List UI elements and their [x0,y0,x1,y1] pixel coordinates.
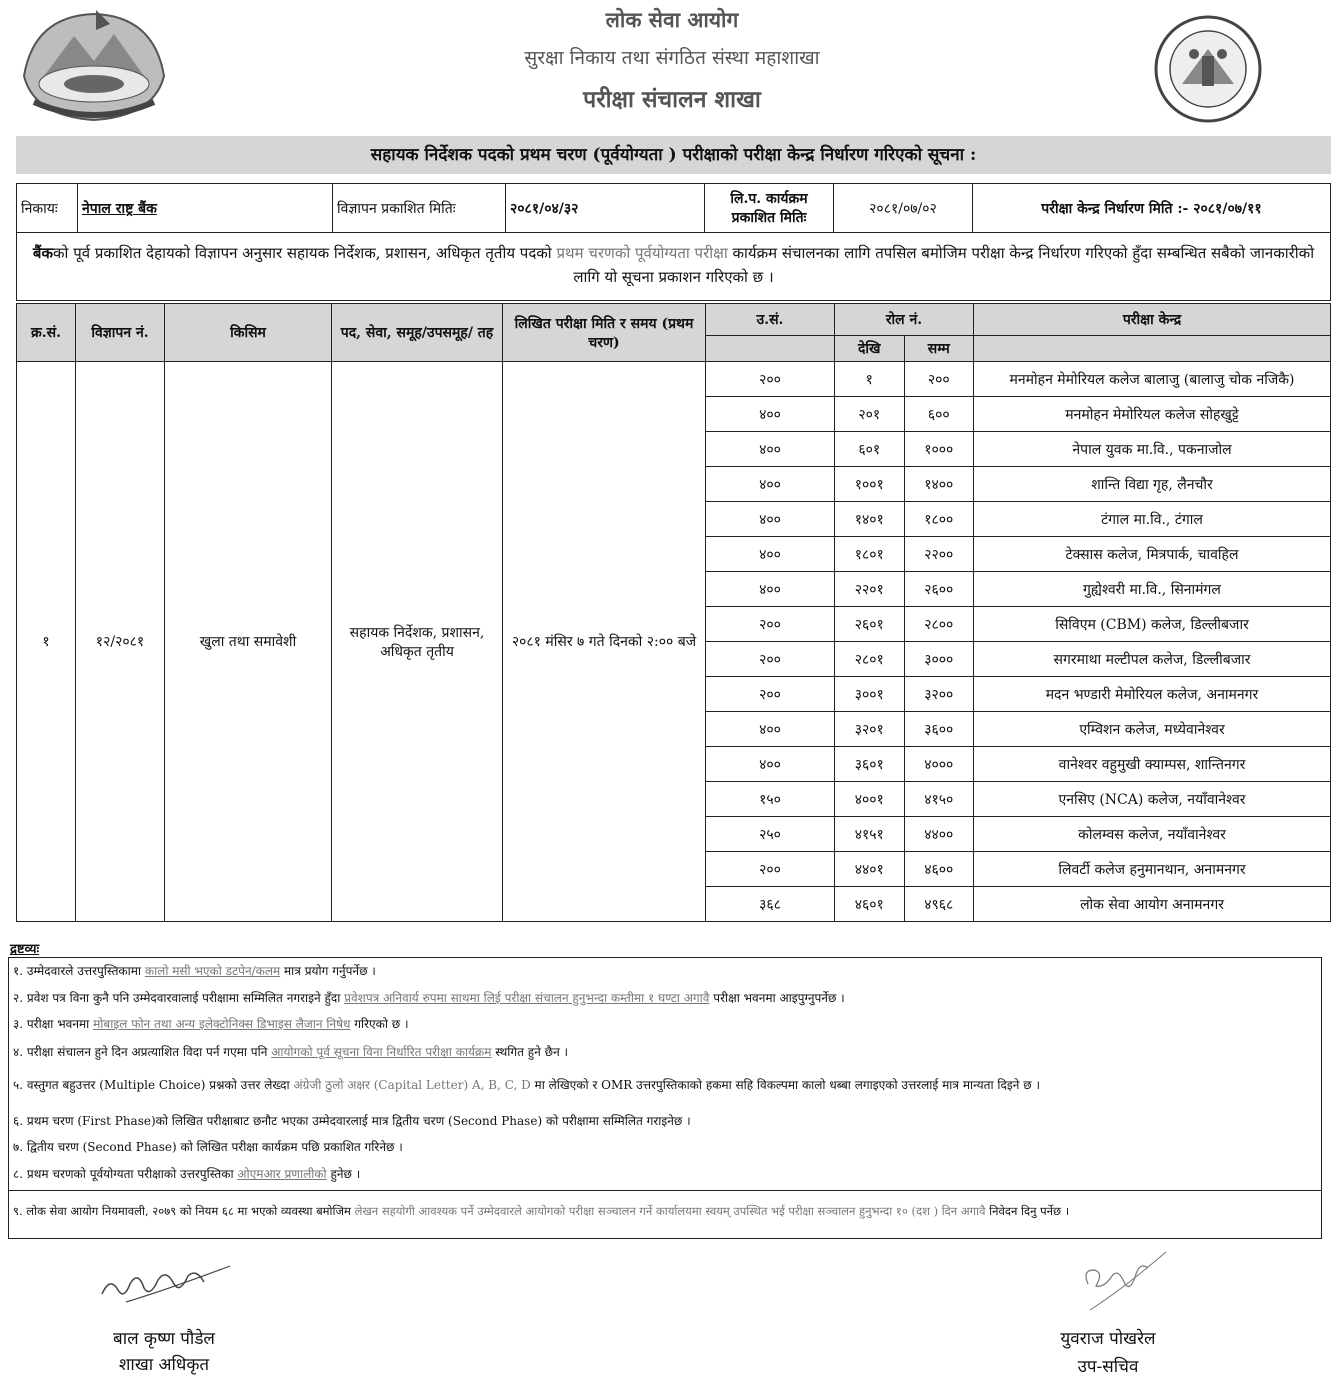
note-highlight: आयोगको पूर्व सूचना विना निर्धारित परीक्षा कार्यक्रम [271,1045,492,1059]
col-center-sub [974,336,1331,362]
col-ad-no: विज्ञापन नं. [76,304,165,362]
intro-paragraph [16,233,1331,301]
intro-bold: बैंक [32,244,54,262]
cell-count: ४०० [706,432,835,467]
cell-count: २०० [706,362,835,397]
col-count-sub [706,336,835,362]
cell-center: मनमोहन मेमोरियल कलेज बालाजु (बालाजु चोक नजिकै) [974,362,1331,397]
col-count: उ.सं. [706,304,835,336]
intro-part2: कार्यक्रम संचालनका लागि तपसिल बमोजिम परीक्षा केन्द्र निर्धारण गरिएको हुँदा सम्बन्धित सबैको जानकारीको लागि यो सूचना प्रकाशन गरिएको छ । [573,244,1315,286]
cell-count: २०० [706,642,835,677]
intro-part1: को पूर्व प्रकाशित देहायको विज्ञापन अनुसार सहायक निर्देशक, प्रशासन, अधिकृत तृतीय पदको [53,244,557,262]
cell-roll-from: ३६०१ [835,747,905,782]
cell-count: ३६८ [706,887,835,922]
note-5 [13,1076,1040,1093]
agency-label: निकायः [17,184,78,233]
note-text: ४. परीक्षा संचालन हुने दिन अप्रत्याशित विदा पर्न गएमा पनि [13,1045,272,1059]
cell-roll-to: १४०० [904,467,974,502]
note-text: मात्र प्रयोग गर्नुपर्नेछ । [280,964,376,978]
col-type: किसिम [165,304,332,362]
note-highlight: लेखन सहयोगी आवश्यक पर्ने उम्मेदवारले आयोगको परीक्षा सञ्चालन गर्ने कार्यालयमा स्वयम् उपस्थित भई परीक्षा सञ्चालन हुनुभन्दा १० (दश ) दिन अगावै [354,1204,986,1218]
cell-date: २०८१ मंसिर ७ गते दिनको २:०० बजे [503,362,706,922]
header-org-name: लोक सेवा आयोग [605,7,739,32]
col-roll-to: सम्म [904,336,974,362]
cell-roll-to: ४१५० [904,782,974,817]
psc-seal-logo [1138,14,1278,124]
note-1 [13,962,376,979]
cell-center: सिविएम (CBM) कलेज, डिल्लीबजार [974,607,1331,642]
notes-box [8,957,1322,1239]
left-signature [96,1254,246,1318]
cell-roll-to: ४००० [904,747,974,782]
note-9 [13,1204,1069,1219]
note-text: ८. प्रथम चरणको पूर्वयोग्यता परीक्षाको उत्तरपुस्तिका [13,1167,238,1181]
right-signatory-name: युवराज पोखरेल [1060,1329,1156,1349]
exam-center-table [16,303,1331,922]
right-signature [1074,1248,1174,1322]
cell-sn: १ [17,362,76,922]
note-highlight: ओएमआर प्रणालीको [237,1167,327,1181]
cell-roll-from: ३२०१ [835,712,905,747]
cell-roll-to: २६०० [904,572,974,607]
note-highlight: प्रवेशपत्र अनिवार्य रुपमा साथमा लिई परीक्षा संचालन हुनुभन्दा कम्तीमा १ घण्टा अगावै [344,991,710,1005]
cell-roll-to: ४४०० [904,817,974,852]
note-highlight: अंग्रेजी ठुलो अक्षर (Capital Letter) A, B, C, D [293,1078,531,1092]
cell-count: ४०० [706,747,835,782]
notes-title: द्रष्टव्यः [10,942,40,957]
cell-roll-to: ६०० [904,397,974,432]
cell-count: ४०० [706,572,835,607]
cell-roll-from: २०१ [835,397,905,432]
cell-type: खुला तथा समावेशी [165,362,332,922]
note-highlight: मोबाइल फोन तथा अन्य इलेक्टोनिक्स डिभाइस लैजान निषेध [93,1017,351,1031]
cell-roll-from: २२०१ [835,572,905,607]
cell-center: मनमोहन मेमोरियल कलेज सोहखुट्टे [974,397,1331,432]
cell-roll-from: २८०१ [835,642,905,677]
note-text: निवेदन दिनु पर्नेछ । [985,1204,1070,1218]
notes-divider [9,1190,1321,1191]
note-2 [13,989,845,1006]
note-text: हुनेछ । [326,1167,361,1181]
cell-count: १५० [706,782,835,817]
cell-center: शान्ति विद्या गृह, लैनचौर [974,467,1331,502]
nepal-emblem-logo [14,6,174,124]
cell-roll-from: ४१५१ [835,817,905,852]
cell-roll-to: ४९६८ [904,887,974,922]
cell-count: ४०० [706,467,835,502]
col-roll-from: देखि [835,336,905,362]
note-highlight: कालो मसी भएको डटपेन/कलम [144,964,281,978]
cell-count: २०० [706,852,835,887]
note-text: गरिएको छ । [350,1017,409,1031]
cell-roll-to: १००० [904,432,974,467]
note-8 [13,1165,360,1182]
note-text: १. उम्मेदवारले उत्तरपुस्तिकामा [13,964,145,978]
cell-count: ४०० [706,502,835,537]
cell-roll-to: ३६०० [904,712,974,747]
cell-count: ४०० [706,397,835,432]
col-sn: क्र.सं. [17,304,76,362]
cell-roll-from: २६०१ [835,607,905,642]
left-signatory-title: शाखा अधिकृत [118,1355,210,1375]
cell-count: ४०० [706,712,835,747]
agency-value: नेपाल राष्ट्र बैंक [78,184,333,233]
cell-count: २०० [706,677,835,712]
note-3 [13,1015,409,1032]
cell-center: एम्विशन कलेज, मध्येवानेश्वर [974,712,1331,747]
note-text: स्थगित हुने छैन । [491,1045,569,1059]
col-date: लिखित परीक्षा मिति र समय (प्रथम चरण) [503,304,706,362]
cell-roll-from: १ [835,362,905,397]
note-text: मा लेखिएको र OMR उत्तरपुस्तिकाको हकमा सहि विकल्पमा कालो धब्बा लगाइएको उत्तरलाई मात्र मान्यता दिइने छ । [530,1078,1041,1092]
table-body [17,362,1331,922]
note-text: ९. लोक सेवा आयोग नियमावली, २०७९ को नियम ६८ मा भएको व्यवस्था बमोजिम [13,1204,355,1218]
cell-roll-from: ४६०१ [835,887,905,922]
header-section: परीक्षा संचालन शाखा [583,86,761,113]
ad-date-label: विज्ञापन प्रकाशित मितिः [333,184,506,233]
left-signatory-name: बाल कृष्ण पौडेल [113,1329,215,1349]
cell-roll-from: ४४०१ [835,852,905,887]
cell-roll-from: ४००१ [835,782,905,817]
right-signatory-title: उप-सचिव [1077,1357,1139,1377]
cell-roll-to: ३००० [904,642,974,677]
note-text: ५. वस्तुगत बहुउत्तर (Multiple Choice) प्रश्नको उत्तर लेख्दा [13,1078,294,1092]
cell-center: सगरमाथा मल्टीपल कलेज, डिल्लीबजार [974,642,1331,677]
cell-center: लोक सेवा आयोग अनामनगर [974,887,1331,922]
cell-roll-from: १८०१ [835,537,905,572]
cell-ad-no: १२/२०८१ [76,362,165,922]
cell-roll-from: १००१ [835,467,905,502]
center-date-label: परीक्षा केन्द्र निर्धारण मिति :- २०८१/०७/११ [973,184,1331,233]
table-row [17,362,1331,397]
exam-schedule-label: लि.प. कार्यक्रम प्रकाशित मितिः [705,184,834,233]
cell-count: ४०० [706,537,835,572]
note-7: ७. द्वितीय चरण (Second Phase) को लिखित परीक्षा कार्यक्रम पछि प्रकाशित गरिनेछ । [13,1140,403,1154]
cell-center: लिवर्टी कलेज हनुमानथान, अनामनगर [974,852,1331,887]
cell-roll-to: २२०० [904,537,974,572]
cell-center: टंगाल मा.वि., टंगाल [974,502,1331,537]
cell-roll-from: ६०१ [835,432,905,467]
cell-post: सहायक निर्देशक, प्रशासन, अधिकृत तृतीय [332,362,503,922]
note-text: २. प्रवेश पत्र विना कुनै पनि उम्मेदवारवालाई परीक्षामा सम्मिलित नगराइने हुँदा [13,991,345,1005]
note-text: ३. परीक्षा भवनमा [13,1017,94,1031]
note-4 [13,1043,568,1060]
notice-banner: सहायक निर्देशक पदको प्रथम चरण (पूर्वयोग्यता ) परीक्षाको परीक्षा केन्द्र निर्धारण गरिएको सूचना : [16,136,1331,174]
header-division: सुरक्षा निकाय तथा संगठित संस्था महाशाखा [524,47,820,69]
cell-center: गुह्येश्वरी मा.वि., सिनामंगल [974,572,1331,607]
exam-schedule-value: २०८१/०७/०२ [834,184,973,233]
cell-center: वानेश्वर वहुमुखी क्याम्पस, शान्तिनगर [974,747,1331,782]
col-post: पद, सेवा, समूह/उपसमूह/ तह [332,304,503,362]
note-text: परीक्षा भवनमा आइपुग्नुपर्नेछ । [709,991,845,1005]
cell-center: मदन भण्डारी मेमोरियल कलेज, अनामनगर [974,677,1331,712]
cell-center: टेक्सास कलेज, मित्रपार्क, चावहिल [974,537,1331,572]
col-roll: रोल नं. [835,304,974,336]
note-6: ६. प्रथम चरण (First Phase)को लिखित परीक्षाबाट छनौट भएका उम्मेदवारलाई मात्र द्वितीय चरण (Second Phase) को परीक्षामा सम्मिलित गराइनेछ । [13,1114,691,1128]
ad-date-value: २०८१/०४/३२ [506,184,705,233]
cell-center: एनसिए (NCA) कलेज, नयाँवानेश्वर [974,782,1331,817]
cell-roll-to: २८०० [904,607,974,642]
cell-count: २०० [706,607,835,642]
cell-roll-to: ३२०० [904,677,974,712]
cell-roll-to: ४६०० [904,852,974,887]
col-center: परीक्षा केन्द्र [974,304,1331,336]
cell-roll-from: ३००१ [835,677,905,712]
cell-roll-from: १४०१ [835,502,905,537]
cell-roll-to: २०० [904,362,974,397]
cell-center: कोलम्वस कलेज, नयाँवानेश्वर [974,817,1331,852]
info-table [16,183,1331,233]
cell-center: नेपाल युवक मा.वि., पकनाजोल [974,432,1331,467]
cell-count: २५० [706,817,835,852]
cell-roll-to: १८०० [904,502,974,537]
intro-grey: प्रथम चरणको पूर्वयोग्यता परीक्षा [556,244,728,262]
